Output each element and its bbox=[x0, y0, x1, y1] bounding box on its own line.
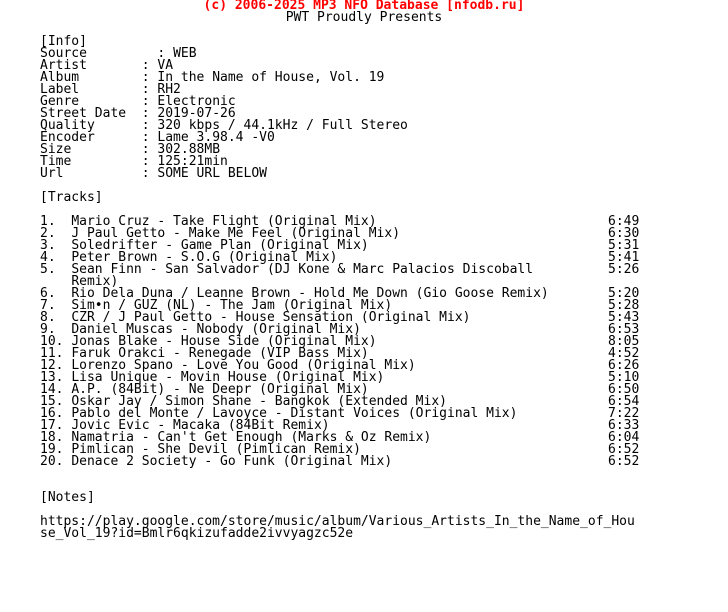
info-key: Genre bbox=[40, 94, 142, 109]
info-separator: : bbox=[141, 58, 158, 73]
info-key: Street Date bbox=[40, 106, 142, 121]
track-duration: 5:43 bbox=[608, 310, 640, 325]
info-separator: : bbox=[141, 94, 158, 109]
info-separator: : bbox=[157, 46, 174, 61]
track-title-wrap: Remix) bbox=[71, 274, 119, 289]
blank-line bbox=[0, 180, 728, 192]
info-key: Url bbox=[40, 166, 142, 181]
track-duration: 5:10 bbox=[608, 370, 640, 385]
track-title: Faruk Orakci - Renegade (VIP Bass Mix) bbox=[71, 346, 369, 361]
info-value: In the Name of House, Vol. 19 bbox=[157, 70, 385, 85]
tracks-heading: [Tracks] bbox=[40, 190, 103, 205]
track-duration: 6:50 bbox=[608, 382, 640, 397]
info-separator: : bbox=[141, 106, 158, 121]
track-duration: 7:22 bbox=[608, 406, 640, 421]
info-value: 302.88MB bbox=[157, 142, 221, 157]
track-number: 20. bbox=[40, 454, 72, 469]
info-separator: : bbox=[141, 142, 158, 157]
track-number: 16. bbox=[40, 406, 72, 421]
info-key: Artist bbox=[40, 58, 142, 73]
track-duration: 5:26 bbox=[608, 262, 640, 277]
track-number: 11. bbox=[40, 346, 72, 361]
track-duration: 4:52 bbox=[608, 346, 640, 361]
track-duration: 6:04 bbox=[608, 430, 640, 445]
info-value: 320 kbps / 44.1kHz / Full Stereo bbox=[157, 118, 408, 133]
tracklist bbox=[0, 216, 728, 468]
track-title: Mario Cruz - Take Flight (Original Mix) bbox=[71, 214, 377, 229]
track-number: 6. bbox=[40, 286, 72, 301]
copyright-header: (c) 2006-2025 MP3 NFO Database [nfodb.ru] bbox=[203, 0, 525, 13]
track-title: Sean Finn - San Salvador (DJ Kone & Marc Palacios Discoball bbox=[71, 262, 534, 277]
info-separator: : bbox=[141, 166, 158, 181]
track-title: Lisa Unique - Movin House (Original Mix) bbox=[71, 370, 385, 385]
blank-line bbox=[0, 24, 728, 36]
info-key: Label bbox=[40, 82, 142, 97]
track-duration: 6:52 bbox=[608, 442, 640, 457]
track-duration: 6:30 bbox=[608, 226, 640, 241]
info-row bbox=[0, 168, 728, 180]
track-duration: 5:41 bbox=[608, 250, 640, 265]
track-number: 9. bbox=[40, 322, 72, 337]
info-section bbox=[0, 48, 728, 180]
notes-url-line-2[interactable]: se_Vol_19?id=Bmlr6qkizufadde2ivvyagzc52e bbox=[40, 526, 354, 541]
track-title: A.P. (84Bit) - Ne Deepr (Original Mix) bbox=[71, 382, 369, 397]
blank-line bbox=[0, 480, 728, 492]
track-title: Oskar Jay / Simon Shane - Bangkok (Extended Mix) bbox=[71, 394, 447, 409]
info-value: VA bbox=[157, 58, 174, 73]
track-number: 12. bbox=[40, 358, 72, 373]
track-number: 5. bbox=[40, 262, 72, 277]
track-number: 15. bbox=[40, 394, 72, 409]
info-value: Lame 3.98.4 -V0 bbox=[157, 130, 275, 145]
info-separator: : bbox=[141, 154, 158, 169]
track-number: 2. bbox=[40, 226, 72, 241]
info-value: 125:21min bbox=[157, 154, 228, 169]
track-title: Sim•n / GUZ (NL) - The Jam (Original Mix) bbox=[71, 298, 393, 313]
info-separator: : bbox=[141, 82, 158, 97]
track-duration: 6:33 bbox=[608, 418, 640, 433]
track-number: 4. bbox=[40, 250, 72, 265]
info-separator: : bbox=[141, 118, 158, 133]
track-title: Namatria - Can't Get Enough (Marks & Oz Remix) bbox=[71, 430, 432, 445]
track-duration: 6:26 bbox=[608, 358, 640, 373]
info-key: Source bbox=[40, 46, 158, 61]
track-duration: 6:52 bbox=[608, 454, 640, 469]
track-title: CZR / J Paul Getto - House Sensation (Original Mix) bbox=[71, 310, 471, 325]
notes-url-line-1[interactable]: https://play.google.com/store/music/album/Various_Artists_In_the_Name_of_Hou bbox=[40, 514, 635, 529]
track-title: Jonas Blake - House Side (Original Mix) bbox=[71, 334, 377, 349]
info-key: Encoder bbox=[40, 130, 142, 145]
track-number: 13. bbox=[40, 370, 72, 385]
track-number: 10. bbox=[40, 334, 72, 349]
info-key: Album bbox=[40, 70, 142, 85]
info-value: 2019-07-26 bbox=[157, 106, 236, 121]
track-title: Daniel Muscas - Nobody (Original Mix) bbox=[71, 322, 361, 337]
info-separator: : bbox=[141, 70, 158, 85]
info-value: WEB bbox=[173, 46, 197, 61]
track-title: Pimlican - She Devil (Pimlican Remix) bbox=[71, 442, 361, 457]
info-heading: [Info] bbox=[40, 34, 87, 49]
track-row bbox=[0, 456, 728, 468]
track-title: Soledrifter - Game Plan (Original Mix) bbox=[71, 238, 369, 253]
track-number: 1. bbox=[40, 214, 72, 229]
info-separator: : bbox=[141, 130, 158, 145]
info-value: RH2 bbox=[157, 82, 181, 97]
track-duration: 6:53 bbox=[608, 322, 640, 337]
track-title: Pablo del Monte / Lavoyce - Distant Voices (Original Mix) bbox=[71, 406, 518, 421]
info-key: Quality bbox=[40, 118, 142, 133]
track-number: 19. bbox=[40, 442, 72, 457]
track-duration: 8:05 bbox=[608, 334, 640, 349]
track-duration: 5:28 bbox=[608, 298, 640, 313]
track-number: 8. bbox=[40, 310, 72, 325]
track-number: 7. bbox=[40, 298, 72, 313]
info-key: Time bbox=[40, 154, 142, 169]
notes-heading: [Notes] bbox=[40, 490, 95, 505]
info-key: Size bbox=[40, 142, 142, 157]
track-number: 17. bbox=[40, 418, 72, 433]
track-title: Denace 2 Society - Go Funk (Original Mix) bbox=[71, 454, 393, 469]
track-duration: 5:31 bbox=[608, 238, 640, 253]
track-title: Rio Dela Duna / Leanne Brown - Hold Me Down (Gio Goose Remix) bbox=[71, 286, 549, 301]
info-value: SOME URL BELOW bbox=[157, 166, 267, 181]
track-duration: 5:20 bbox=[608, 286, 640, 301]
track-number: 18. bbox=[40, 430, 72, 445]
track-title: Lorenzo Spano - Love You Good (Original Mix) bbox=[71, 358, 416, 373]
blank-line bbox=[0, 468, 728, 480]
track-duration: 6:49 bbox=[608, 214, 640, 229]
track-title: Jovic Evic - Macaka (84Bit Remix) bbox=[71, 418, 330, 433]
presents-header: PWT Proudly Presents bbox=[285, 10, 443, 25]
info-value: Electronic bbox=[157, 94, 236, 109]
track-duration: 6:54 bbox=[608, 394, 640, 409]
track-title: J Paul Getto - Make Me Feel (Original Mix) bbox=[71, 226, 401, 241]
track-title: Peter Brown - S.O.G (Original Mix) bbox=[71, 250, 338, 265]
track-number: 14. bbox=[40, 382, 72, 397]
track-number: 3. bbox=[40, 238, 72, 253]
